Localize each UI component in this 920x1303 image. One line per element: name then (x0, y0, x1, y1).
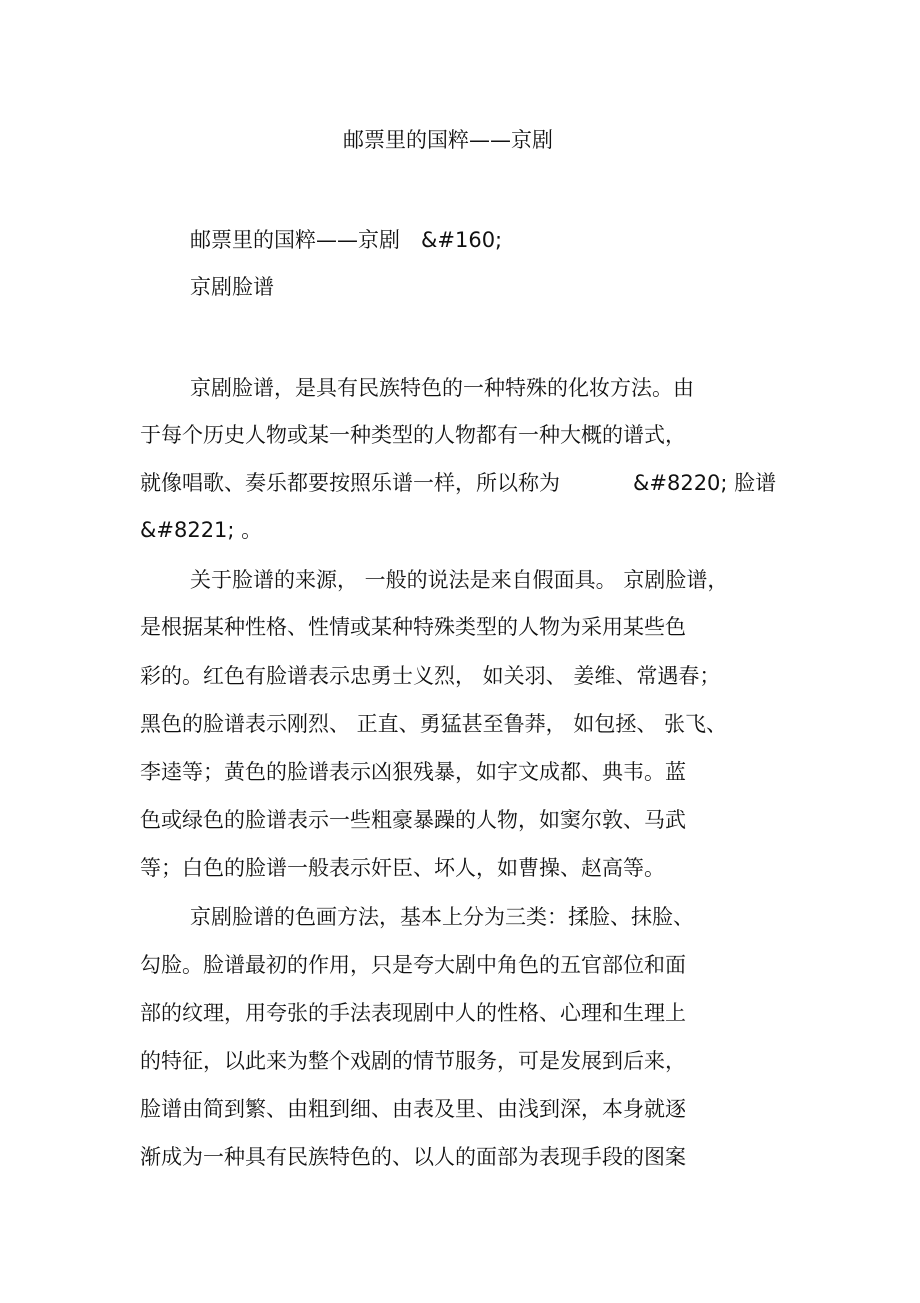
paragraph-line: 渐成为一种具有民族特色的、以人的面部为表现手段的图案 (140, 1145, 686, 1169)
paragraph-line: 李逵等；黄色的脸谱表示凶狠残暴，如宇文成都、典韦。蓝 (140, 760, 686, 784)
paragraph-line: 勾脸。脸谱最初的作用，只是夸大剧中角色的五官部位和面 (140, 953, 686, 977)
paragraph-line: 彩的。红色有脸谱表示忠勇士义烈， 如关羽、 姜维、常遇春； (140, 664, 721, 688)
section-heading: 京剧脸谱 (190, 275, 274, 299)
paragraph-line: 是根据某种性格、性情或某种特殊类型的人物为采用某些色 (140, 615, 686, 639)
paragraph-line: &#8220; 脸谱 (633, 471, 777, 495)
subtitle-line: 邮票里的国粹——京剧 &#160; (190, 228, 503, 252)
document-title: 邮票里的国粹——京剧 (343, 128, 553, 152)
paragraph-line: 黑色的脸谱表示刚烈、 正直、勇猛甚至鲁莽， 如包拯、 张飞、 (140, 712, 728, 736)
paragraph-line: 脸谱由简到繁、由粗到细、由表及里、由浅到深，本身就逐 (140, 1097, 686, 1121)
paragraph-line: 于每个历史人物或某一种类型的人物都有一种大概的谱式， (140, 423, 686, 447)
paragraph-line: 色或绿色的脸谱表示一些粗豪暴躁的人物，如窦尔敦、马武 (140, 808, 686, 832)
paragraph-line: &#8221; 。 (140, 518, 263, 542)
paragraph-line: 等；白色的脸谱一般表示奸臣、坏人，如曹操、赵高等。 (140, 856, 665, 880)
paragraph-line: 京剧脸谱，是具有民族特色的一种特殊的化妆方法。由 (190, 376, 694, 400)
paragraph-line: 京剧脸谱的色画方法，基本上分为三类：揉脸、抹脸、 (190, 905, 694, 929)
paragraph-line: 的特征，以此来为整个戏剧的情节服务，可是发展到后来， (140, 1049, 686, 1073)
paragraph-line: 部的纹理，用夸张的手法表现剧中人的性格、心理和生理上 (140, 1001, 686, 1025)
paragraph-line: 就像唱歌、奏乐都要按照乐谱一样，所以称为 (140, 471, 560, 495)
paragraph-line: 关于脸谱的来源， 一般的说法是来自假面具。 京剧脸谱， (190, 568, 729, 592)
